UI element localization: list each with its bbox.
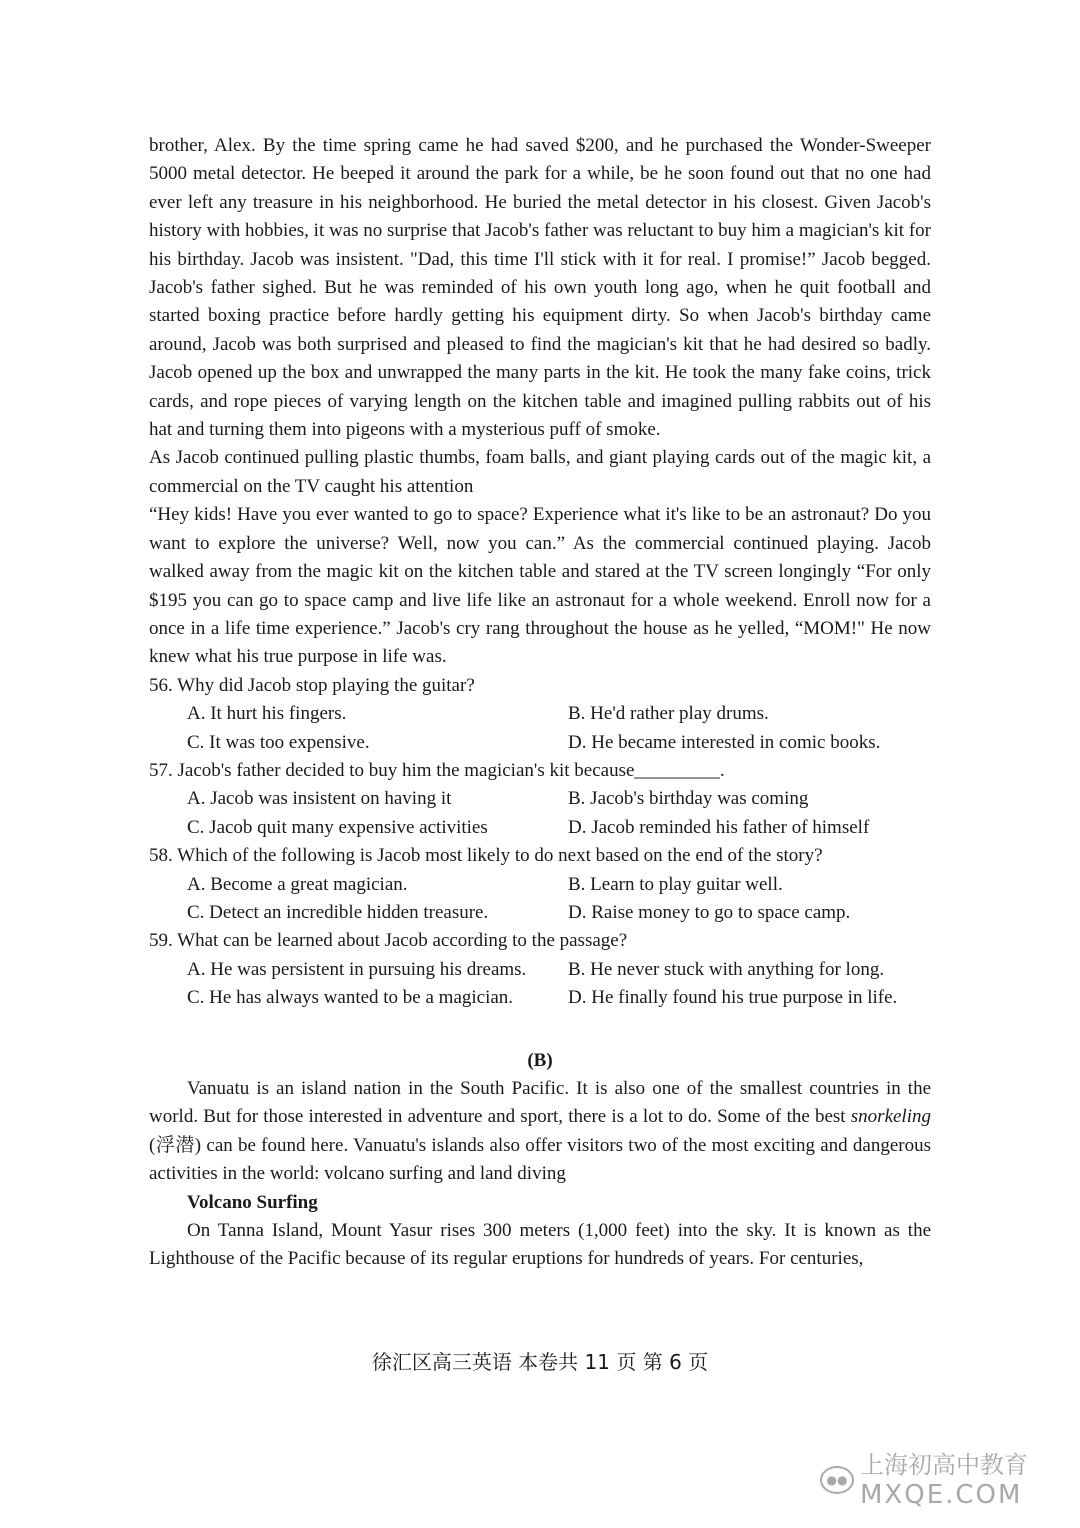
section-heading: (B)	[527, 1049, 553, 1071]
option-c: C. Jacob quit many expensive activities	[187, 816, 488, 838]
passage-a-paragraph-2: As Jacob continued pulling plastic thumbs, foam balls, and giant playing cards out of the magic kit, a commercial on the TV caught his attention	[149, 447, 931, 497]
passage-a-paragraph-3: “Hey kids! Have you ever wanted to go to space? Experience what it's like to be an astronaut? Do you want to explore the universe? Well, now you can.” As the commercial continued playing. Jacob walked away from the magic kit on the kitchen table and stared at the TV screen longingly “For only $195 you can go to space camp and live life like an astronaut for a whole weekend. Enroll now for a once in a life time experience.” Jacob's cry rang throughout the house as he yelled, “MOM!" He now knew what his true purpose in life was.	[149, 504, 931, 668]
watermark-text	[860, 1450, 1028, 1510]
option-d: D. Raise money to go to space camp.	[568, 901, 851, 923]
option-d: D. Jacob reminded his father of himself	[568, 816, 870, 838]
question-58	[149, 842, 931, 927]
option-c: C. It was too expensive.	[187, 731, 370, 753]
watermark	[820, 1440, 1070, 1520]
passage-a-paragraph-1: brother, Alex. By the time spring came he had saved $200, and he purchased the Wonder-Sweeper 5000 metal detector. He beeped it around the park for a while, be he soon found out that no one had ever left any treasure in his neighborhood. He buried the metal detector in his closest. Given Jacob's history with hobbies, it was no surprise that Jacob's father was reluctant to buy him a magician's kit for his birthday. Jacob was insistent. "Dad, this time I'll stick with it for real. I promise!” Jacob begged. Jacob's father sighed. But he was reminded of his own youth long ago, when he quit football and started boxing practice before hardly getting his equipment dirty. So when Jacob's birthday came around, Jacob was both surprised and pleased to find the magician's kit that he had desired so badly. Jacob opened up the box and unwrapped the many parts in the kit. He took the many fake coins, trick cards, and rope pieces of varying length on the kitchen table and imagined pulling rabbits out of his hat and turning them into pigeons with a mysterious puff of smoke.	[149, 135, 931, 441]
option-a: A. He was persistent in pursuing his dreams.	[187, 958, 527, 980]
intro-text-end: (浮潜) can be found here. Vanuatu's islands also offer visitors two of the most exciting and dangerous activities in the world: volcano surfing and land diving	[149, 1134, 931, 1185]
question-options	[149, 956, 931, 1013]
option-d: D. He finally found his true purpose in life.	[568, 987, 898, 1009]
question-options	[149, 785, 931, 842]
page-content	[149, 132, 931, 1274]
option-b: B. Learn to play guitar well.	[568, 873, 783, 895]
passage-b-intro	[149, 1075, 931, 1189]
volcano-surfing-heading: Volcano Surfing	[187, 1191, 318, 1213]
question-stem: 59. What can be learned about Jacob according to the passage?	[149, 930, 628, 952]
option-a: A. Become a great magician.	[187, 873, 408, 895]
snorkeling-term: snorkeling	[850, 1106, 931, 1128]
wechat-icon: ●●	[820, 1466, 854, 1494]
option-b: B. He'd rather play drums.	[568, 703, 769, 725]
passage-b	[149, 1047, 931, 1274]
option-c: C. He has always wanted to be a magician.	[187, 987, 514, 1009]
question-stem: 58. Which of the following is Jacob most likely to do next based on the end of the story?	[149, 845, 823, 867]
option-b: B. He never stuck with anything for long.	[568, 958, 885, 980]
question-options	[149, 700, 931, 757]
passage-a	[149, 132, 931, 672]
page-footer: 徐汇区高三英语 本卷共 11 页 第 6 页	[371, 1350, 709, 1374]
option-a: A. Jacob was insistent on having it	[187, 788, 452, 810]
option-a: A. It hurt his fingers.	[187, 703, 347, 725]
question-stem: 56. Why did Jacob stop playing the guitar?	[149, 674, 475, 696]
question-stem: 57. Jacob's father decided to buy him the magician's kit because_________.	[149, 759, 725, 781]
watermark-logo: MXQE.COM	[860, 1480, 1023, 1510]
watermark-account: 上海初高中教育	[860, 1451, 1028, 1479]
option-c: C. Detect an incredible hidden treasure.	[187, 901, 489, 923]
question-56	[149, 672, 931, 757]
option-b: B. Jacob's birthday was coming	[568, 788, 809, 810]
question-options	[149, 871, 931, 928]
question-59	[149, 927, 931, 1012]
question-57	[149, 757, 931, 842]
option-d: D. He became interested in comic books.	[568, 731, 881, 753]
intro-text-start: Vanuatu is an island nation in the South Pacific. It is also one of the smallest countries in the world. But for those interested in adventure and sport, there is a lot to do. Some of the best	[149, 1078, 931, 1128]
passage-b-paragraph-2: On Tanna Island, Mount Yasur rises 300 meters (1,000 feet) into the sky. It is known as the Lighthouse of the Pacific because of its regular eruptions for hundreds of years. For centuries,	[149, 1220, 931, 1270]
